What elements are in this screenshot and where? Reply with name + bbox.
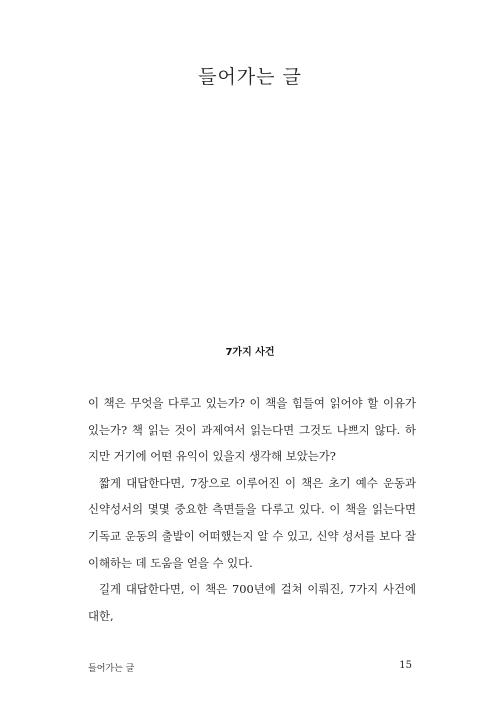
running-title: 들어가는 글 <box>88 664 135 674</box>
paragraph-2: 짧게 대답한다면, 7장으로 이루어진 이 책은 초기 예수 운동과 신약성서의 몇몇 중요한 측면들을 다루고 있다. 이 책을 읽는다면 기독교 운동의 출발이 어떠했는지 알 수 있고, 신약 성서를 보다 잘 이해하는 데 도움을 얻을 수 있다. <box>88 475 416 570</box>
paragraph-1: 이 책은 무엇을 다루고 있는가? 이 책을 힘들여 읽어야 할 이유가 있는가? 책 읽는 것이 과제여서 읽는다면 그것도 나쁘지 않다. 하지만 거기에 어떤 유익이 있을지 생각해 보았는가? <box>88 396 416 464</box>
body-text <box>88 390 416 629</box>
paragraph-3: 길게 대답한다면, 이 책은 700년에 걸쳐 이뤄진, 7가지 사건에 대한, <box>88 582 416 623</box>
page-number: 15 <box>399 660 412 671</box>
chapter-title: 들어가는 글 <box>198 66 302 88</box>
section-heading: 7가지 사건 <box>225 347 275 358</box>
